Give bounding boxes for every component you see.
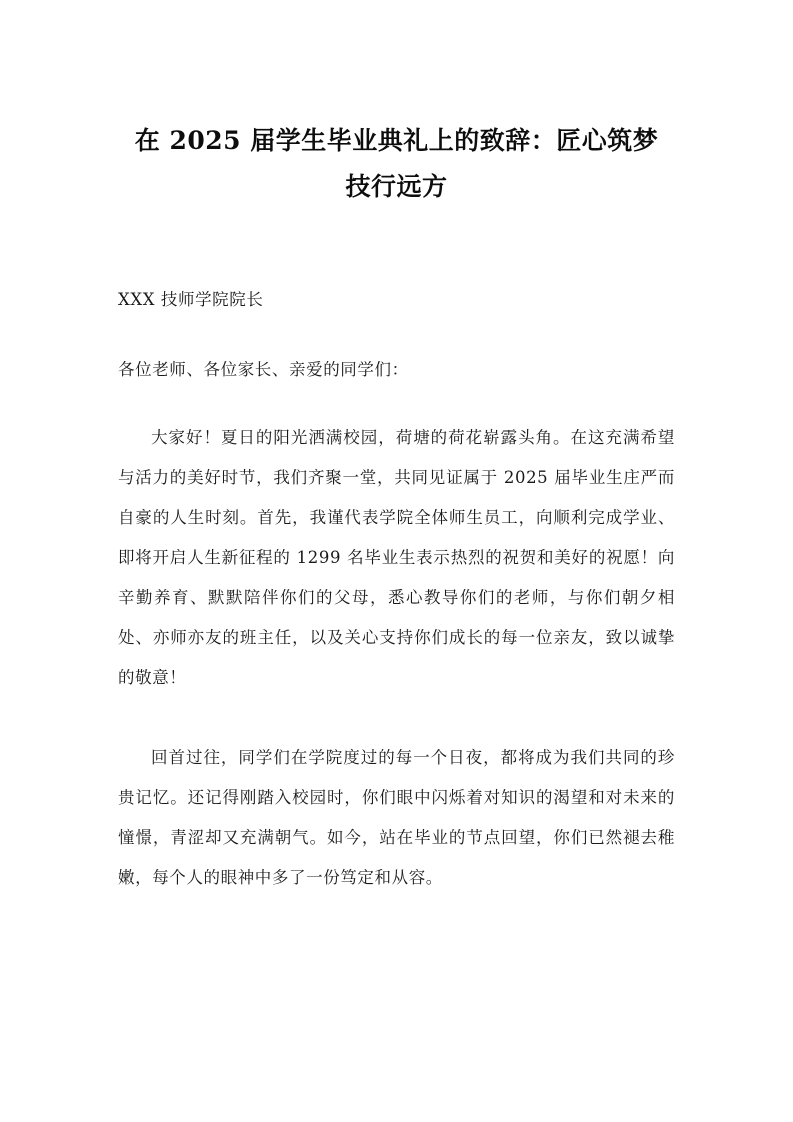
page-title: 在 2025 届学生毕业典礼上的致辞：匠心筑梦技行远方 — [134, 126, 659, 201]
body-paragraph-1: 大家好！夏日的阳光洒满校园，荷塘的荷花崭露头角。在这充满希望与活力的美好时节，我们齐聚一堂，共同见证属于 2025 届毕业生庄严而自豪的人生时刻。首先，我谨代表学院全体师生员工，向顺利完成学业、即将开启人生新征程的 1299 名毕业生表示热烈的祝贺和美好的祝愿！向辛勤养育、默默陪伴你们的父母，悉心教导你们的老师，与你们朝夕相处、亦师亦友的班主任，以及关心支持你们成长的每一位亲友，致以诚挚的敬意！ — [118, 428, 675, 687]
title-spacer — [118, 210, 675, 280]
salutation-line: 各位老师、各位家长、亲爱的同学们： — [118, 360, 409, 379]
paragraph-gap — [118, 724, 675, 738]
author-byline: XXX 技师学院院长 — [118, 290, 264, 309]
body-paragraph-2: 回首过往，同学们在学院度过的每一个日夜，都将成为我们共同的珍贵记忆。还记得刚踏入校园时，你们眼中闪烁着对知识的渴望和对未来的憧憬，青涩却又充满朝气。如今，站在毕业的节点回望，你们已然褪去稚嫩，每个人的眼神中多了一份笃定和从容。 — [118, 748, 675, 887]
